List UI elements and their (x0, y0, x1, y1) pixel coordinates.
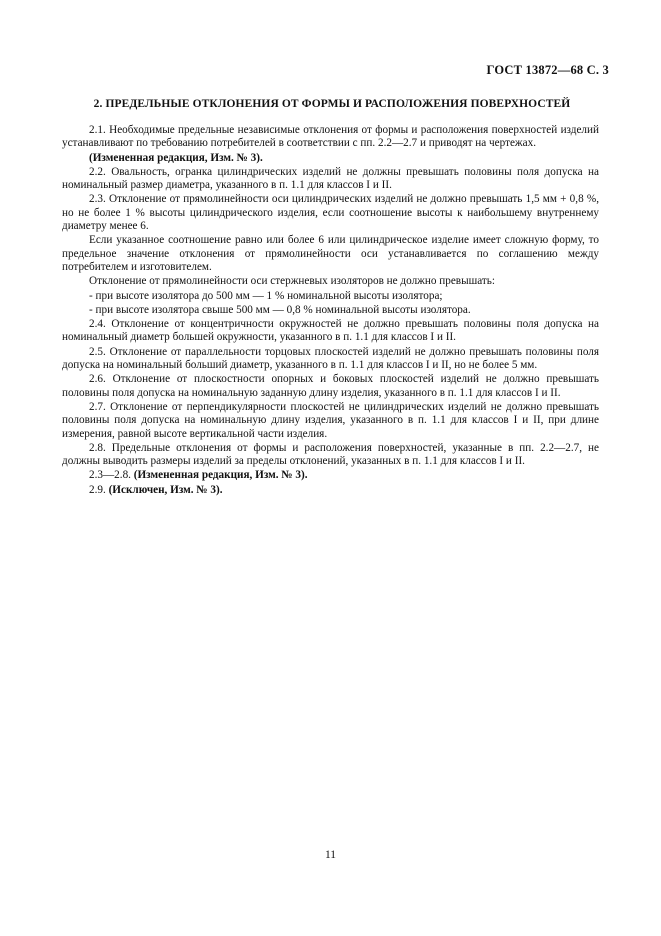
document-reference-header: ГОСТ 13872—68 С. 3 (486, 63, 609, 77)
paragraph-2-8: 2.8. Предельные отклонения от формы и расположения поверхностей, указанные в пп. 2.2—2.7, не должны выводить размеры изделий за пределы отклонений, указанных в п. 1.1 для классов I и II. (62, 441, 599, 468)
paragraph-2-9-prefix: 2.9. (89, 483, 106, 496)
amendment-prefix: 2.3—2.8. (89, 469, 131, 482)
page-number: 11 (324, 849, 337, 861)
amendment-text: (Измененная редакция, Изм. № 3). (133, 469, 308, 482)
paragraph-2-5: 2.5. Отклонение от параллельности торцовых плоскостей изделий не должно превышать половины поля допуска на номинальный больший диаметр, указанного в п. 1.1 для классов I и II, но не более 5 мм. (62, 345, 599, 372)
section-title: 2. ПРЕДЕЛЬНЫЕ ОТКЛОНЕНИЯ ОТ ФОРМЫ И РАСПОЛОЖЕНИЯ ПОВЕРХНОСТЕЙ (93, 98, 571, 110)
paragraph-2-6: 2.6. Отклонение от плоскостности опорных и боковых плоскостей изделий не должно превышать половины поля допуска на номинальную заданную длину изделия, указанного в п. 1.1 для классов I и II. (62, 373, 599, 399)
paragraph-2-3-continuation: Если указанное соотношение равно или более 6 или цилиндрическое изделие имеет сложную форму, то предельное значение отклонения от прямолинейности оси устанавливается по соглашению между потребителем и изготовителем. (62, 234, 599, 273)
amendment-note-2-1: (Измененная редакция, Изм. № 3). (89, 151, 263, 164)
paragraph-2-2: 2.2. Овальность, огранка цилиндрических изделий не должны превышать половины поля допуска на номинальный размер диаметра, указанного в п. 1.1 для классов I и II. (62, 165, 599, 192)
paragraph-2-4: 2.4. Отклонение от концентричности окружностей не должно превышать половины поля допуска на номинальный диаметр большей окружности, указанного в п. 1.1 для классов I и II. (62, 318, 599, 344)
document-body (62, 124, 599, 498)
paragraph-2-3-rod-insulators: Отклонение от прямолинейности оси стержневых изоляторов не должно превышать: (89, 275, 495, 288)
amendment-note-2-3-2-8 (62, 469, 599, 482)
paragraph-2-1: 2.1. Необходимые предельные независимые отклонения от формы и расположения поверхностей изделий устанавливают по требованию потребителей в соответствии с пп. 2.2—2.7 и приводят на чертежах. (62, 124, 599, 150)
paragraph-2-3: 2.3. Отклонение от прямолинейности оси цилиндрических изделий не должно превышать 1,5 мм + 0,8 %, но не более 1 % высоты цилиндрического изделия, если соотношение высоты к наибольшему внутреннему диаметру менее 6. (62, 193, 599, 233)
paragraph-2-7: 2.7. Отклонение от перпендикулярности плоскостей не цилиндрических изделий не должно превышать половины поля допуска на номинальную длину изделия, указанного в п. 1.1 для классов I и II, при длине измерения, равной высоте вертикальной части изделия. (62, 400, 599, 440)
paragraph-2-9-note: (Исключен, Изм. № 3). (108, 483, 223, 496)
paragraph-2-9 (62, 484, 599, 497)
list-item-over-500: - при высоте изолятора свыше 500 мм — 0,8 % номинальной высоты изолятора. (89, 303, 471, 316)
list-item-up-to-500: - при высоте изолятора до 500 мм — 1 % номинальной высоты изолятора; (89, 289, 443, 302)
